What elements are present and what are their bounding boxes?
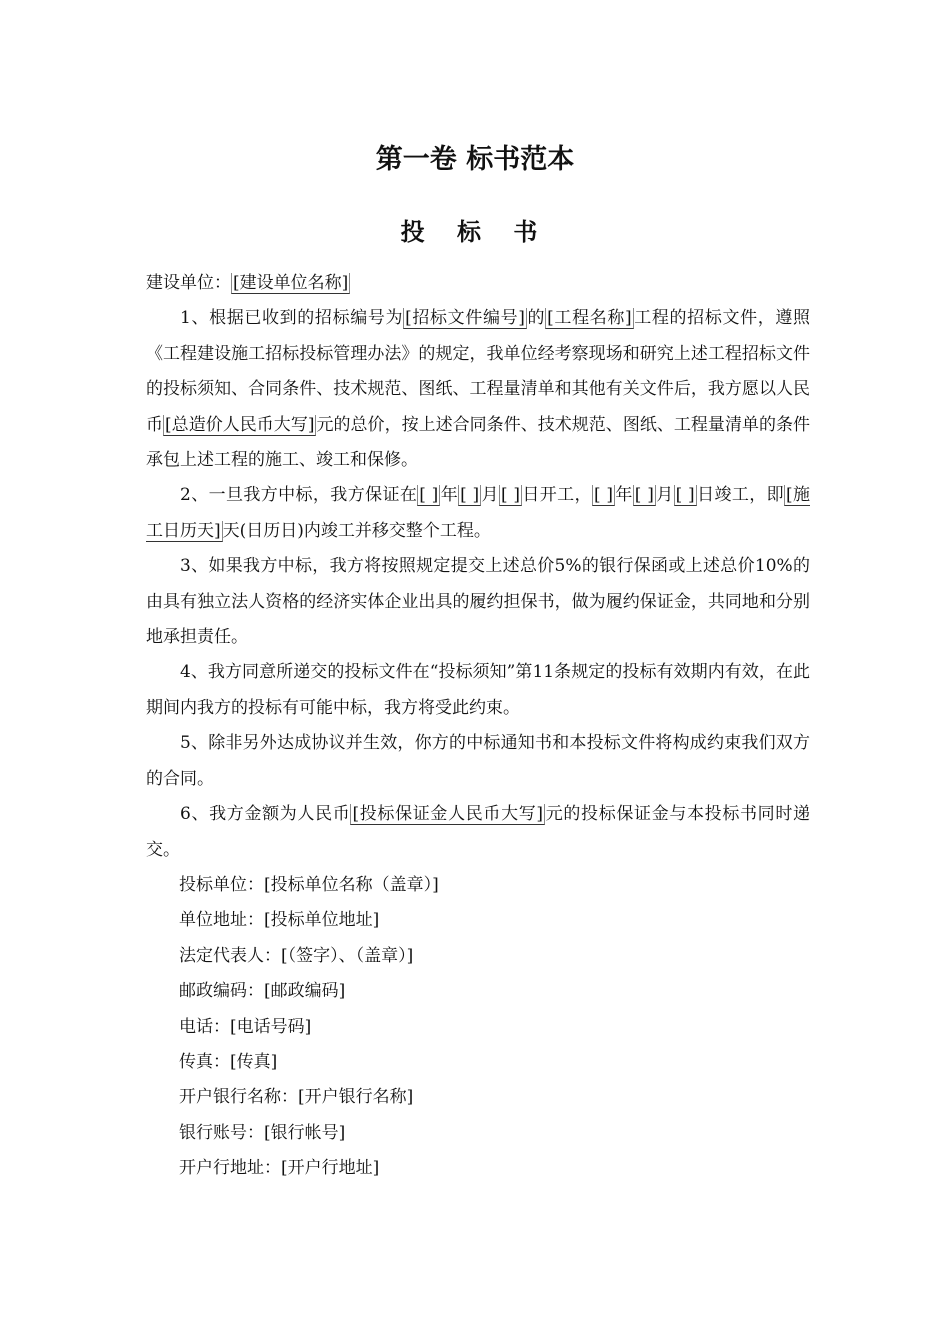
client-field: [建设单位名称]: [233, 273, 349, 293]
year-label: 年: [615, 485, 633, 506]
client-line: [146, 266, 810, 301]
bid-bond-field: [投标保证金人民币大写]: [352, 804, 544, 825]
client-label: 建设单位：: [146, 273, 231, 293]
start-day-field: [ ]: [500, 485, 520, 506]
end-day-field: [ ]: [675, 485, 695, 506]
paragraph-2: [146, 478, 810, 549]
construction-days-field: [施工日历天]: [146, 485, 811, 541]
paragraph-4: 4、我方同意所递交的投标文件在“投标须知”第11条规定的投标有效期内有效，在此期间内我方的投标有可能中标，我方将受此约束。: [146, 662, 810, 718]
p2-text-c: 天(日历日)内竣工并移交整个工程。: [222, 520, 491, 541]
fax-line: 传真：[传真]: [179, 1051, 278, 1072]
start-year-field: [ ]: [419, 485, 439, 506]
project-name-field: [工程名称]: [547, 308, 632, 329]
paragraph-5: 5、除非另外达成协议并生效，你方的中标通知书和本投标文件将构成约束我们双方的合同。: [146, 733, 810, 789]
volume-title: 第一卷 标书范本: [375, 144, 575, 175]
p1-text-a: 1、根据已收到的招标编号为: [180, 308, 404, 329]
postal-code-line: 邮政编码：[邮政编码]: [179, 981, 346, 1002]
bidder-address-line: 单位地址：[投标单位地址]: [179, 910, 380, 931]
start-month-field: [ ]: [460, 485, 480, 506]
year-label: 年: [440, 485, 459, 506]
document-title: 投 标 书: [400, 218, 550, 246]
p6-text-b: 元的投标保证金与本投标书同时递交。: [146, 804, 811, 860]
p6-text-a: 6、我方金额为人民币: [180, 804, 351, 825]
p1-text-c: 工程的招标文件，遵照《工程建设施工招标投标管理办法》的规定，我单位经考察现场和研究上述工程招标文件的投标须知、合同条件、技术规范、图纸、工程量清单和其他有关文件后，我方愿以人民币: [146, 308, 811, 435]
p1-text-b: 的: [526, 308, 546, 329]
p2-text-a: 2、一旦我方中标，我方保证在: [180, 485, 418, 506]
start-day-label: 日开工，: [522, 485, 592, 506]
p2-text-b: 即: [766, 485, 785, 506]
end-day-label: 日竣工，: [696, 485, 767, 506]
legal-rep-line: 法定代表人：[（签字）、（盖章）]: [179, 945, 414, 966]
p1-text-d: 元的总价，按上述合同条件、技术规范、图纸、工程量清单的条件承包上述工程的施工、竣工和保修。: [146, 414, 811, 471]
end-year-field: [ ]: [593, 485, 613, 506]
month-label: 月: [481, 485, 499, 506]
end-month-field: [ ]: [634, 485, 654, 506]
bank-address-line: 开户行地址：[开户行地址]: [179, 1158, 380, 1179]
document-body: [146, 266, 810, 1187]
bidder-name-line: 投标单位：[投标单位名称（盖章）]: [179, 874, 439, 895]
paragraph-1: [146, 301, 810, 478]
phone-line: 电话：[电话号码]: [179, 1016, 312, 1037]
month-label: 月: [655, 485, 674, 506]
paragraph-3: 3、如果我方中标，我方将按照规定提交上述总价5%的银行保函或上述总价10%的由具有独立法人资格的经济实体企业出具的履约担保书，做为履约保证金，共同地和分别地承担责任。: [146, 556, 810, 648]
bank-account-line: 银行账号：[银行帐号]: [179, 1122, 346, 1143]
bid-number-field: [招标文件编号]: [405, 308, 525, 329]
bank-name-line: 开户银行名称：[开户银行名称]: [179, 1087, 414, 1108]
paragraph-6: [146, 797, 810, 868]
total-price-field: [总造价人民币大写]: [165, 414, 315, 435]
